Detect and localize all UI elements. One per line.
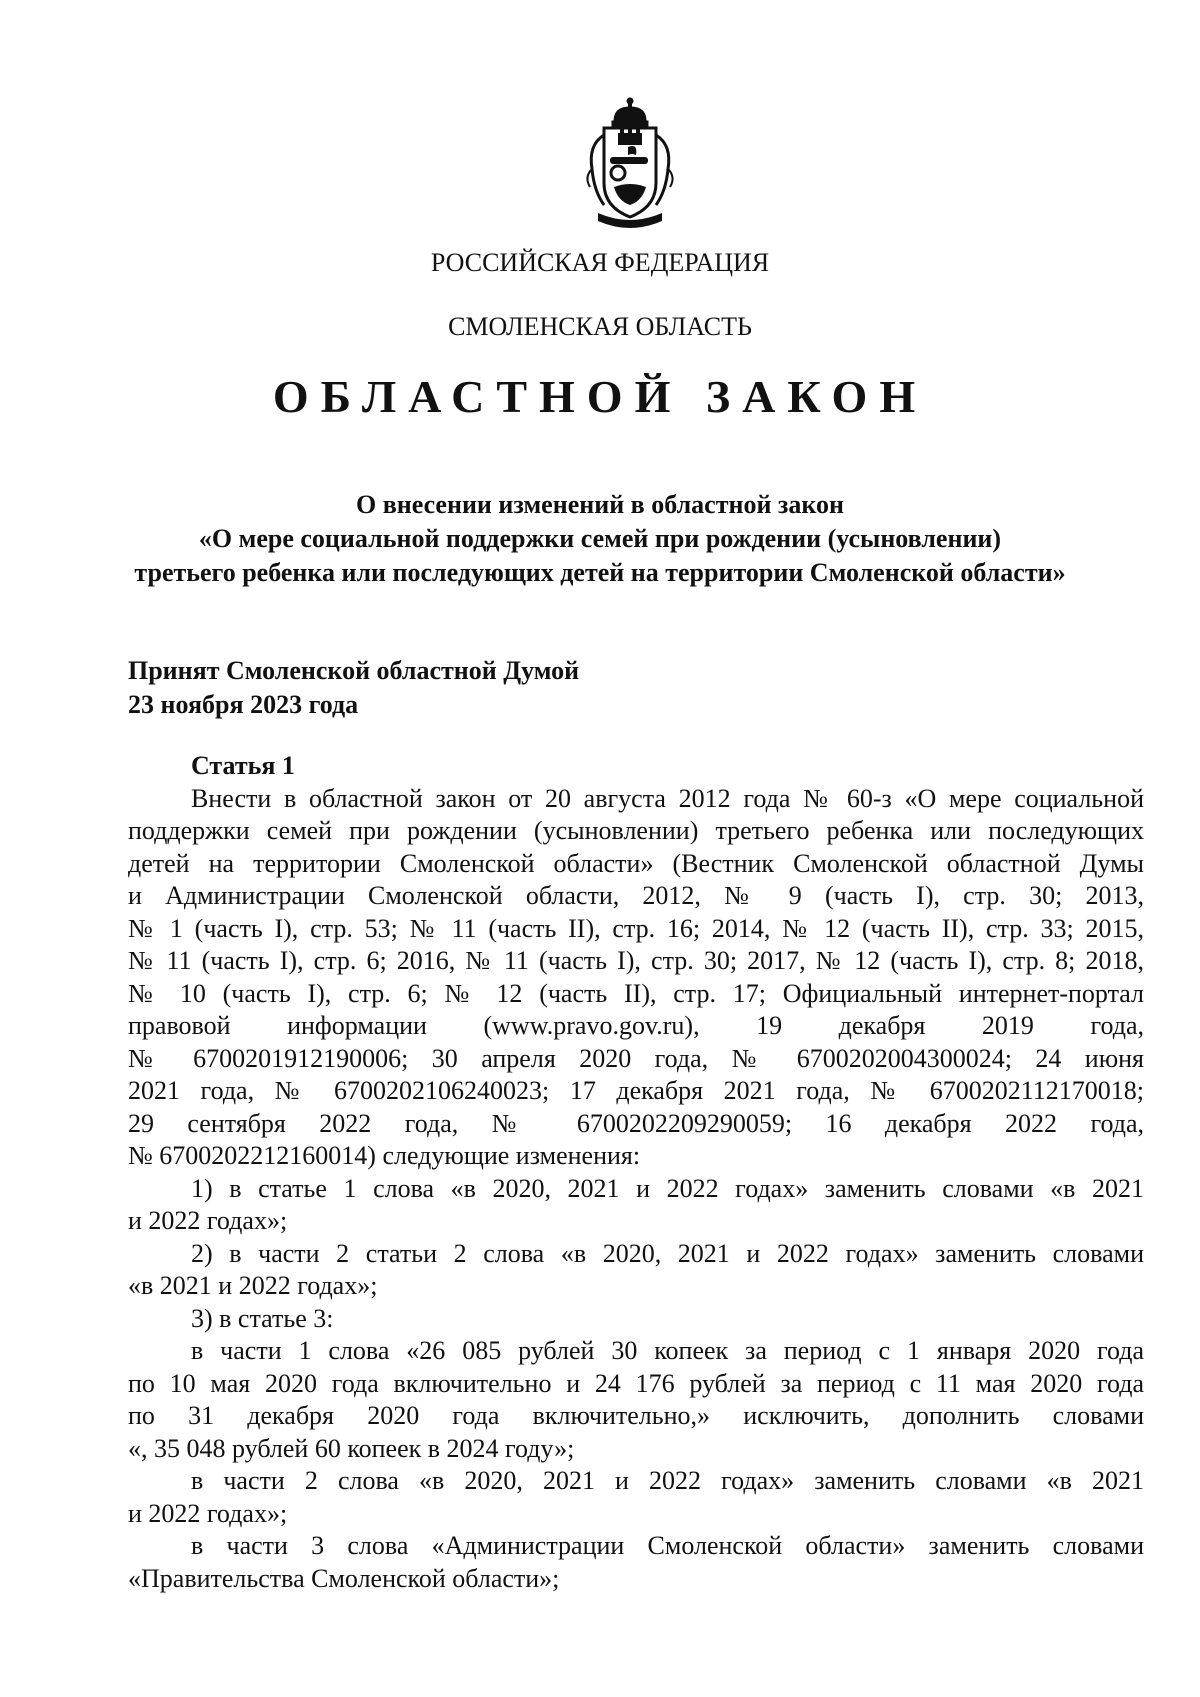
text-line: правовой информации (www.pravo.gov.ru), 19 декабря 2019 года, xyxy=(128,1011,1144,1040)
text-line: «Правительства Смоленской области»; xyxy=(128,1563,560,1593)
amendment-item-1 xyxy=(128,1173,1144,1238)
text-line: в части 3 слова «Администрации Смоленской области» заменить словами xyxy=(191,1531,1144,1560)
article-title: Статья 1 xyxy=(191,751,295,780)
text-line: 1) в статье 1 слова «в 2020, 2021 и 2022 годах» заменить словами «в 2021 xyxy=(191,1173,1144,1203)
text-line: по 31 декабря 2020 года включительно,» исключить, дополнить словами xyxy=(128,1401,1144,1430)
text-line: «, 35 048 рублей 60 копеек в 2024 году»; xyxy=(128,1433,575,1463)
text-line: № 6700201912190006; 30 апреля 2020 года, № 6700202004300024; 24 июня xyxy=(128,1043,1144,1073)
subject-line: третьего ребенка или последующих детей на территории Смоленской области» xyxy=(134,558,1066,587)
text-line: 2021 года, № 6700202106240023; 17 декабря 2021 года, № 6700202112170018; xyxy=(128,1076,1144,1105)
text-line: в части 1 слова «26 085 рублей 30 копеек за период с 1 января 2020 года xyxy=(191,1336,1144,1365)
text-line: 3) в статье 3: xyxy=(191,1303,334,1333)
smolensk-coat-of-arms-icon xyxy=(570,95,690,235)
text-line: № 11 (часть I), стр. 6; 2016, № 11 (часть I), стр. 30; 2017, № 12 (часть I), стр. 8; 2018, xyxy=(128,946,1144,975)
amendment-item-2 xyxy=(128,1238,1144,1303)
amendment-item-3-part-3 xyxy=(128,1530,1144,1595)
amendment-item-3 xyxy=(128,1303,1144,1336)
text-line: «в 2021 и 2022 годах»; xyxy=(128,1271,378,1300)
text-line: № 6700202212160014) следующие изменения: xyxy=(128,1141,641,1170)
text-line: Внести в областной закон от 20 августа 2012 года № 60-з «О мере социальной xyxy=(191,783,1144,813)
law-subject xyxy=(0,488,1200,590)
document-type-title: ОБЛАСТНОЙ ЗАКОН xyxy=(272,371,928,422)
article-body xyxy=(128,750,1144,1595)
text-line: 29 сентября 2022 года, № 6700202209290059; 16 декабря 2022 года, xyxy=(128,1108,1144,1138)
text-line: № 10 (часть I), стр. 6; № 12 (часть II), стр. 17; Официальный интернет-портал xyxy=(128,978,1144,1008)
amendment-item-3-part-2 xyxy=(128,1465,1144,1530)
amendment-item-3-part-1 xyxy=(128,1335,1144,1465)
adoption-body: Принят Смоленской областной Думой xyxy=(128,656,580,685)
country-heading: РОССИЙСКАЯ ФЕДЕРАЦИЯ xyxy=(430,248,770,277)
adoption-info xyxy=(128,654,579,722)
text-line: по 10 мая 2020 года включительно и 24 176 рублей за период с 11 мая 2020 года xyxy=(128,1368,1144,1398)
region-heading: СМОЛЕНСКАЯ ОБЛАСТЬ xyxy=(448,312,752,341)
text-line: детей на территории Смоленской области» (Вестник Смоленской областной Думы xyxy=(128,848,1144,878)
text-line: и 2022 годах»; xyxy=(128,1206,288,1235)
text-line: 2) в части 2 статьи 2 слова «в 2020, 2021 и 2022 годах» заменить словами xyxy=(191,1238,1144,1268)
text-line: и Администрации Смоленской области, 2012, № 9 (часть I), стр. 30; 2013, xyxy=(128,881,1144,910)
text-line: в части 2 слова «в 2020, 2021 и 2022 годах» заменить словами «в 2021 xyxy=(191,1466,1144,1495)
text-line: и 2022 годах»; xyxy=(128,1498,288,1528)
text-line: поддержки семей при рождении (усыновлении) третьего ребенка или последующих xyxy=(128,816,1144,845)
article-paragraph xyxy=(128,783,1144,1173)
adoption-date: 23 ноября 2023 года xyxy=(128,690,359,719)
text-line: № 1 (часть I), стр. 53; № 11 (часть II), стр. 16; 2014, № 12 (часть II), стр. 33; 2015, xyxy=(128,913,1144,943)
subject-line: «О мере социальной поддержки семей при рождении (усыновлении) xyxy=(198,524,1002,553)
subject-line: О внесении изменений в областной закон xyxy=(355,490,845,519)
